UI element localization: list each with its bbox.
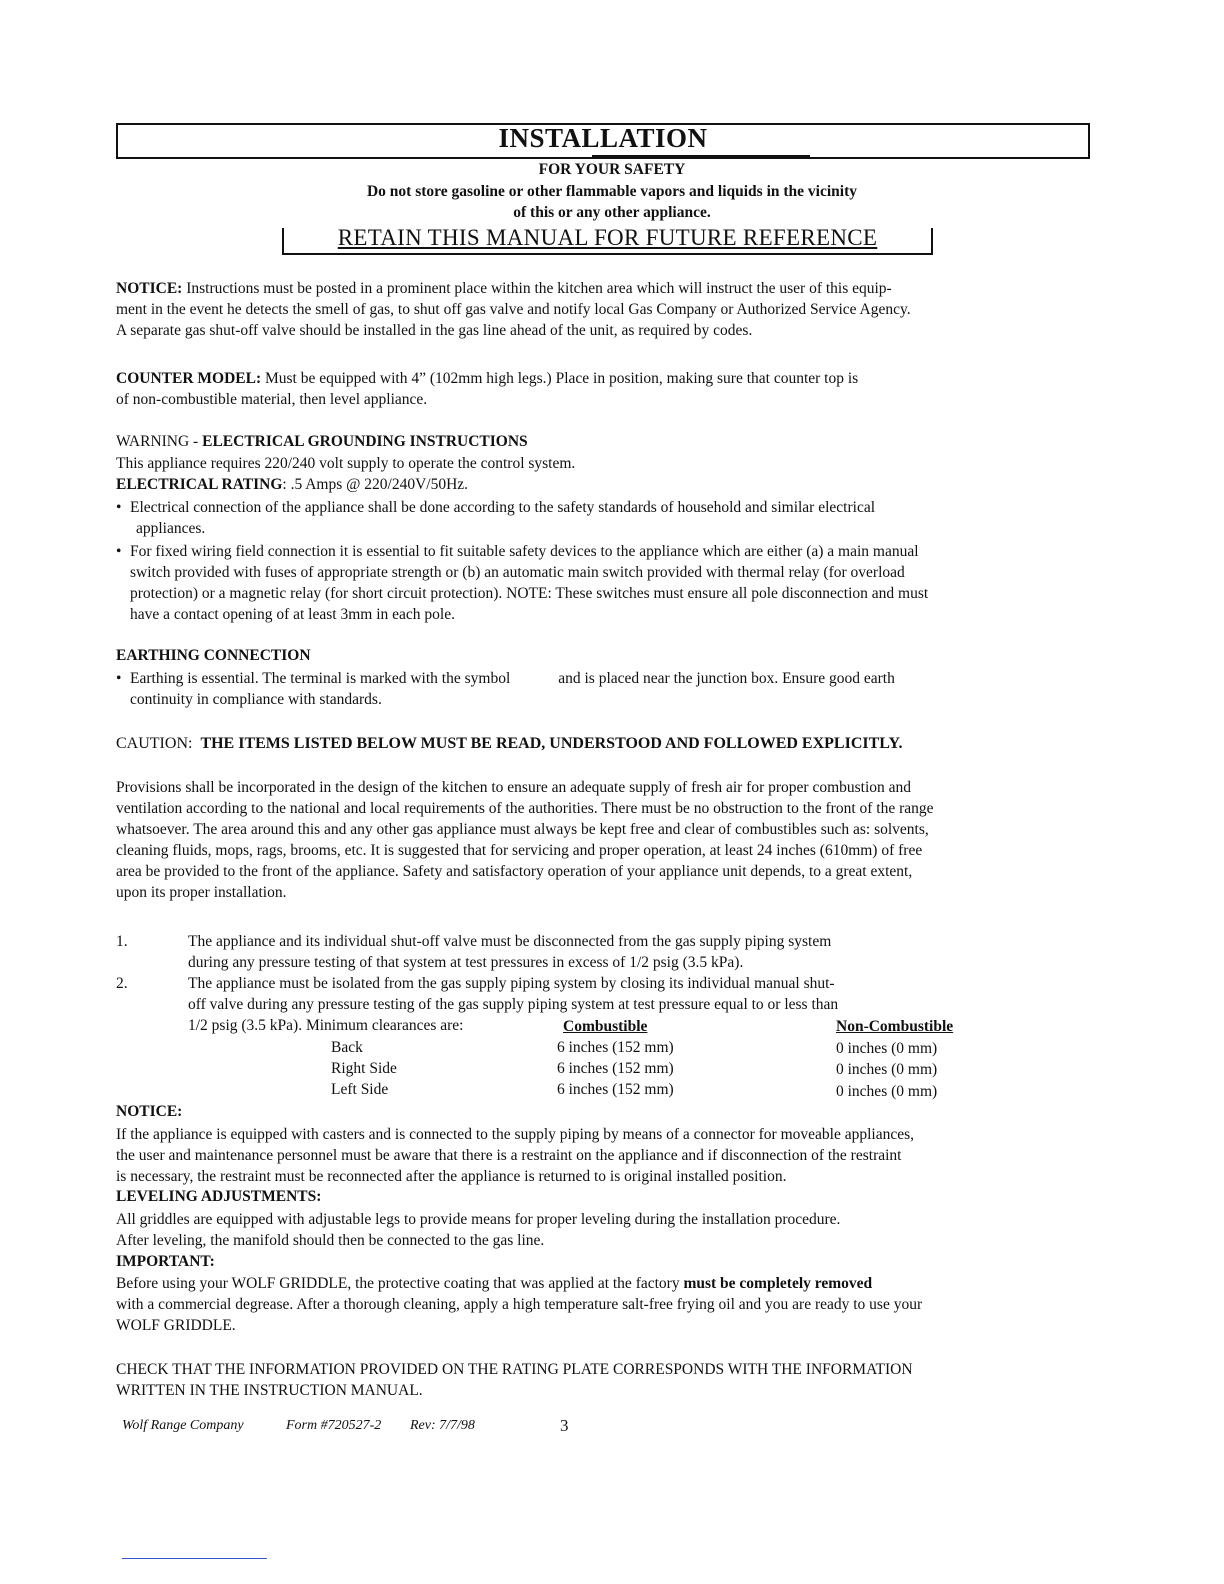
earthing-line-2: continuity in compliance with standards. xyxy=(130,691,382,708)
retain-notice: RETAIN THIS MANUAL FOR FUTURE REFERENCE xyxy=(337,225,878,250)
important-line-1a: Before using your WOLF GRIDDLE, the protective coating that was applied at the factory xyxy=(116,1275,684,1292)
bullet-line: Electrical connection of the appliance shall be done according to the safety standards of household and similar electrical xyxy=(130,499,876,516)
clearance-header-noncombustible: Non-Combustible xyxy=(836,1018,954,1035)
clearance-noncombustible-value: 0 inches (0 mm) xyxy=(836,1061,938,1078)
notice-2-label: NOTICE: xyxy=(116,1103,183,1120)
clearance-row-label: Left Side xyxy=(331,1081,389,1098)
footer-form: Form #720527-2 xyxy=(286,1418,382,1433)
counter-line-2: of non-combustible material, then level appliance. xyxy=(116,391,428,408)
counter-line-1: Must be equipped with 4” (102mm high legs.) Place in position, making sure that counter top is xyxy=(261,370,859,387)
important-line: WOLF GRIDDLE. xyxy=(116,1317,236,1334)
bullet-line: For fixed wiring field connection it is essential to fit suitable safety devices to the appliance which are either (a) a main manual xyxy=(130,543,919,560)
bottom-rule xyxy=(122,1558,267,1559)
bullet-dot-icon: • xyxy=(116,670,122,687)
list-item-line: off valve during any pressure testing of the gas supply piping system at test pressure equal to or less than xyxy=(188,996,839,1013)
title-box xyxy=(116,123,1090,159)
notice-2-line: the user and maintenance personnel must be aware that there is a restraint on the appliance and if disconnection of the restraint xyxy=(116,1147,902,1164)
provisions-line: ventilation according to the national and local requirements of the authorities. There must be no obstruction to the front of the range xyxy=(116,800,934,817)
clearance-noncombustible-value: 0 inches (0 mm) xyxy=(836,1083,938,1100)
notice-line-2: ment in the event he detects the smell of gas, to shut off gas valve and notify local Gas Company or Authorized Service Agency. xyxy=(116,301,911,318)
page-title: INSTALLATION xyxy=(498,123,708,153)
check-paragraph xyxy=(116,1359,1096,1401)
safety-line-2: of this or any other appliance. xyxy=(513,204,711,221)
bullet-dot-icon: • xyxy=(116,499,122,516)
leveling-line: After leveling, the manifold should then be connected to the gas line. xyxy=(116,1232,545,1249)
counter-label: COUNTER MODEL: xyxy=(116,370,262,387)
important-paragraph xyxy=(116,1273,1106,1336)
important-line: with a commercial degrease. After a thorough cleaning, apply a high temperature salt-free frying oil and you are ready to use your xyxy=(116,1296,923,1313)
provisions-line: area be provided to the front of the appliance. Safety and satisfactory operation of your appliance unit depends, to a great extent, xyxy=(116,863,913,880)
provisions-paragraph xyxy=(116,777,1106,903)
page-number: 3 xyxy=(560,1416,569,1435)
bullet-earthing xyxy=(116,668,1096,710)
retain-box xyxy=(282,225,933,255)
rating-label: ELECTRICAL RATING xyxy=(116,476,283,493)
list-number-2: 2. xyxy=(116,975,128,992)
bullet-line: protection) or a magnetic relay (for short circuit protection). NOTE: These switches must ensure all pole disconnection and must xyxy=(130,585,929,602)
provisions-line: Provisions shall be incorporated in the design of the kitchen to ensure an adequate supply of fresh air for proper combustion and xyxy=(116,779,912,796)
electrical-rating xyxy=(116,474,1096,495)
bullet-dot-icon: • xyxy=(116,543,122,560)
clearance-combustible-value: 6 inches (152 mm) xyxy=(557,1081,674,1098)
earthing-line-1a: Earthing is essential. The terminal is marked with the symbol xyxy=(130,670,511,687)
notice-paragraph xyxy=(116,278,1096,341)
list-number-1: 1. xyxy=(116,933,128,950)
provisions-line: cleaning fluids, mops, rags, brooms, etc. It is suggested that for servicing and proper operation, at least 24 inches (610mm) of free xyxy=(116,842,923,859)
provisions-line: whatsoever. The area around this and any other gas appliance must always be kept free and clear of combustibles such as: solvents, xyxy=(116,821,929,838)
clearance-header-combustible: Combustible xyxy=(563,1018,648,1035)
clearance-row-label: Back xyxy=(331,1039,363,1056)
clearance-row-label: Right Side xyxy=(331,1060,397,1077)
earthing-heading: EARTHING CONNECTION xyxy=(116,647,311,664)
leveling-paragraph xyxy=(116,1209,1096,1251)
provisions-line: upon its proper installation. xyxy=(116,884,287,901)
clearance-combustible-value: 6 inches (152 mm) xyxy=(557,1060,674,1077)
notice-2-paragraph xyxy=(116,1124,1106,1187)
important-emphasis: must be completely removed xyxy=(683,1275,873,1292)
earthing-line-1b: and is placed near the junction box. Ensure good earth xyxy=(558,670,895,687)
leveling-line: All griddles are equipped with adjustable legs to provide means for proper leveling during the installation procedure. xyxy=(116,1211,841,1228)
list-item-line: The appliance must be isolated from the gas supply piping system by closing its individual manual shut- xyxy=(188,975,835,992)
bullet-line: switch provided with fuses of appropriate strength or (b) an automatic main switch provided with thermal relay (for overload xyxy=(130,564,905,581)
important-label: IMPORTANT: xyxy=(116,1253,215,1270)
caution-text: THE ITEMS LISTED BELOW MUST BE READ, UNDERSTOOD AND FOLLOWED EXPLICITLY. xyxy=(200,735,903,752)
bullet-fixed-wiring xyxy=(116,541,1096,625)
title-underline xyxy=(592,155,810,157)
clearance-noncombustible-value: 0 inches (0 mm) xyxy=(836,1040,938,1057)
notice-2-line: If the appliance is equipped with casters and is connected to the supply piping by means of a connector for moveable appliances, xyxy=(116,1126,914,1143)
safety-line-1: Do not store gasoline or other flammable vapors and liquids in the vicinity xyxy=(366,183,857,200)
rating-value: : .5 Amps @ 220/240V/50Hz. xyxy=(282,476,469,493)
bullet-line: appliances. xyxy=(136,520,206,537)
clearance-combustible-value: 6 inches (152 mm) xyxy=(557,1039,674,1056)
caution-line xyxy=(116,733,1096,754)
footer-rev: Rev: 7/7/98 xyxy=(410,1418,475,1433)
bullet-line: have a contact opening of at least 3mm in each pole. xyxy=(130,606,455,623)
list-item-line: The appliance and its individual shut-off valve must be disconnected from the gas supply piping system xyxy=(188,933,832,950)
list-item-line: during any pressure testing of that system at test pressures in excess of 1/2 psig (3.5 kPa). xyxy=(188,954,744,971)
check-line: CHECK THAT THE INFORMATION PROVIDED ON THE RATING PLATE CORRESPONDS WITH THE INFORMATION xyxy=(116,1361,913,1378)
list-item-line: 1/2 psig (3.5 kPa). Minimum clearances are: xyxy=(188,1017,464,1034)
notice-2-line: is necessary, the restraint must be reconnected after the appliance is returned to is original installed position. xyxy=(116,1168,787,1185)
footer-company: Wolf Range Company xyxy=(122,1418,244,1433)
notice-label: NOTICE: xyxy=(116,280,183,297)
safety-heading: FOR YOUR SAFETY xyxy=(538,161,686,178)
warning-prefix: WARNING - xyxy=(116,433,203,450)
notice-line-3: A separate gas shut-off valve should be installed in the gas line ahead of the unit, as required by codes. xyxy=(116,322,753,339)
warning-heading xyxy=(116,431,1096,452)
counter-model-paragraph xyxy=(116,368,1096,410)
leveling-label: LEVELING ADJUSTMENTS: xyxy=(116,1188,322,1205)
check-line: WRITTEN IN THE INSTRUCTION MANUAL. xyxy=(116,1382,423,1399)
warning-title: ELECTRICAL GROUNDING INSTRUCTIONS xyxy=(202,433,528,450)
supply-line: This appliance requires 220/240 volt supply to operate the control system. xyxy=(116,455,576,472)
bullet-electrical-connection xyxy=(116,497,1096,539)
notice-line-1: Instructions must be posted in a prominent place within the kitchen area which will instruct the user of this equip- xyxy=(182,280,892,297)
list-item-1 xyxy=(188,931,1008,973)
caution-label: CAUTION: xyxy=(116,735,193,752)
earthing-line-1 xyxy=(116,668,1096,689)
